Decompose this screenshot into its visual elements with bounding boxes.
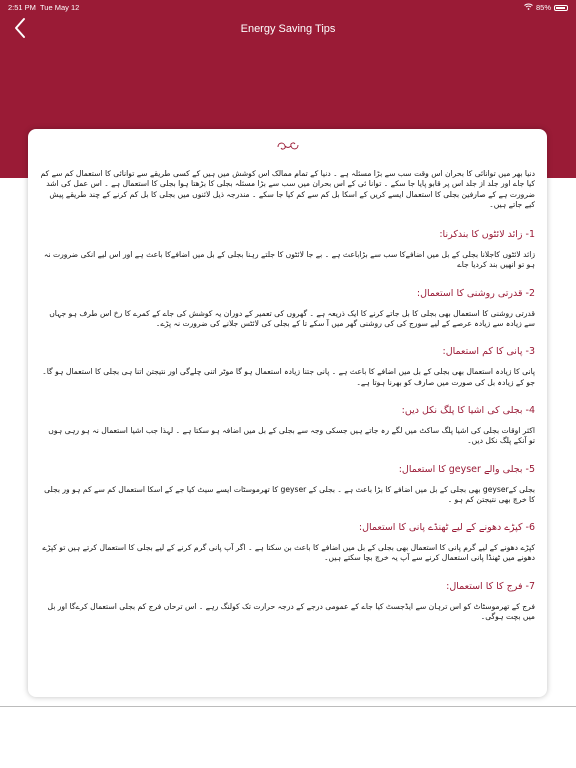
status-date: Tue May 12	[40, 3, 80, 12]
tip-body: اکثر اوقات بجلی کی اشیا پلگ ساکٹ میں لگے رہ جاتے ہیں جسکی وجہ سے بجلی کے بل میں اضافہ ہو سکتا ہے ۔ لہذا جب اشیا استعمال نہ ہو رہی ہوں تو آنکے پلگ نکل دیں۔	[48, 425, 535, 446]
intro-paragraph: دنیا بھر میں توانائی کا بحران اس وقت سب سے بڑا مسئلہ ہے ۔ دنیا کے تمام ممالک اس کوشش میں ہیں کے کسی طریقے سے توانائی کا استعمال کم سے کم کیا جاے اور جلد از جلد اس پر قابو پایا جا سکے ۔ توانا ئی کے اس بحران میں سب سے بڑا مسئلہ بجلی کا بڑھتا ہوا بجلی کا استعمال ہے ۔ اس عمل کی اشد ضرورت ہے کے صارفین بجلی کا استعمال ایسے کریں کے اسکا بل کم سے کم کیا جا سکے ۔ مندرجہ ذیل لائنوں میں بجلی کا بل کم کرنے کے چند طریقے پیش کیے جاتے ہیں۔	[40, 169, 535, 209]
tip-heading: 1- زائد لائٹوں کا بندکرنا:	[439, 229, 535, 241]
page-title: Energy Saving Tips	[240, 23, 336, 35]
tip-heading: 7- فرج کا کا استعمال:	[446, 580, 535, 592]
tip-heading: 4- بجلی کی اشیا کا پلگ نکل دیں:	[401, 404, 535, 416]
tips-content	[40, 169, 535, 639]
wifi-icon	[524, 3, 533, 12]
tip-body: کپڑے دھونے کے لیے گرم پانی کا استعمال بھی بجلی کے بل میں اضافے کا باعث بن سکتا ہے ۔ اگر آپ پانی گرم کرنے کے لیے بجلی کا استعمال کرتے ہیں تو کپڑے دھونے میں ٹھنڈا پانی استعمال کرنے سے آپ یہ خرچ بچا سکتے ہیں۔	[42, 543, 535, 563]
status-bar	[0, 0, 576, 14]
battery-fill	[556, 7, 565, 9]
tip-heading: 2- قدرتی روشنی کا استعمال:	[416, 287, 535, 299]
tip-heading: 6- کپڑے دھونے کے لیے ٹھنڈے پانی کا استعمال:	[358, 522, 535, 534]
bottom-divider	[0, 706, 576, 707]
tip-body: بجلی کےgeyser بھی بجلی کے بل میں اضافے کا بڑا باعث ہے ۔ بجلی کے geyser کا تھرموسٹات ایسے سیٹ کیا جے کے اسکا استعمال کم سے کم ہو ور بجلی کا خرچ بھی نتیجتن کم ہو ۔	[44, 484, 535, 504]
battery-percent: 85%	[535, 3, 551, 12]
tip-heading: 3- پانی کا کم استعمال:	[442, 346, 535, 358]
tip-body: فرج کے تھرموسٹاٹ کو اس ترہان سے ایڈجسٹ کیا جاے کے عمومی درجے کے درجہ حرارت تک کولنگ رہے ۔ اس ترحاں فرج کم بجلی استعمال کرےگا اور بل میں بچت ہوگی۔	[47, 601, 535, 622]
tip-body: قدرتی روشنی کا استعمال بھی بجلی کا بل جاتے کرنے کا ایک ذریعہ ہے ۔ گھروں کی تعمیر کے دوران یہ کوشش کی جاے کے کمرے کا رخ اس طرف ہو جہاں سے زیادہ سے زیادہ عرصے کے لیے سورج کی کی روشنی گھر میں آ سکے تا کے بجلی کی لائٹس جلانے کی ضرورت نہ پڑے۔	[49, 308, 535, 329]
battery-icon	[554, 5, 568, 11]
tip-heading: 5- بجلی والے geyser کا استعمال:	[398, 463, 535, 475]
status-indicators	[524, 3, 568, 12]
tip-body: زائد لائٹوں کاجلانا بجلی کے بل میں اضافےکا سب سے بڑاباعث ہے ۔ بے جا لائٹوں کا جلتے رہنا بجلی کے بل میں اضافےکا باعث ہے اور اس لیے انکی ضرورت نہ ہو تو انھیں بند کردیا جاے	[44, 250, 535, 270]
status-time: 2:51 PM	[8, 3, 36, 12]
tip-body: پانی کا زیادہ استعمال بھی بجلی کے بل میں اضافے کا باعث ہے ۔ پانی جتنا زیادہ استعمال ہو گا موٹر اتنی چلےگی اور نتیجتن اتنا ہی بجلی کا استعمال ہو گا۔ جو کے زیادہ بل کی صورت میں صارف کو بھرنا ہوتا ہے۔	[42, 367, 535, 387]
flourish-icon	[275, 139, 301, 153]
nav-bar	[0, 14, 576, 44]
tips-card	[28, 129, 547, 697]
